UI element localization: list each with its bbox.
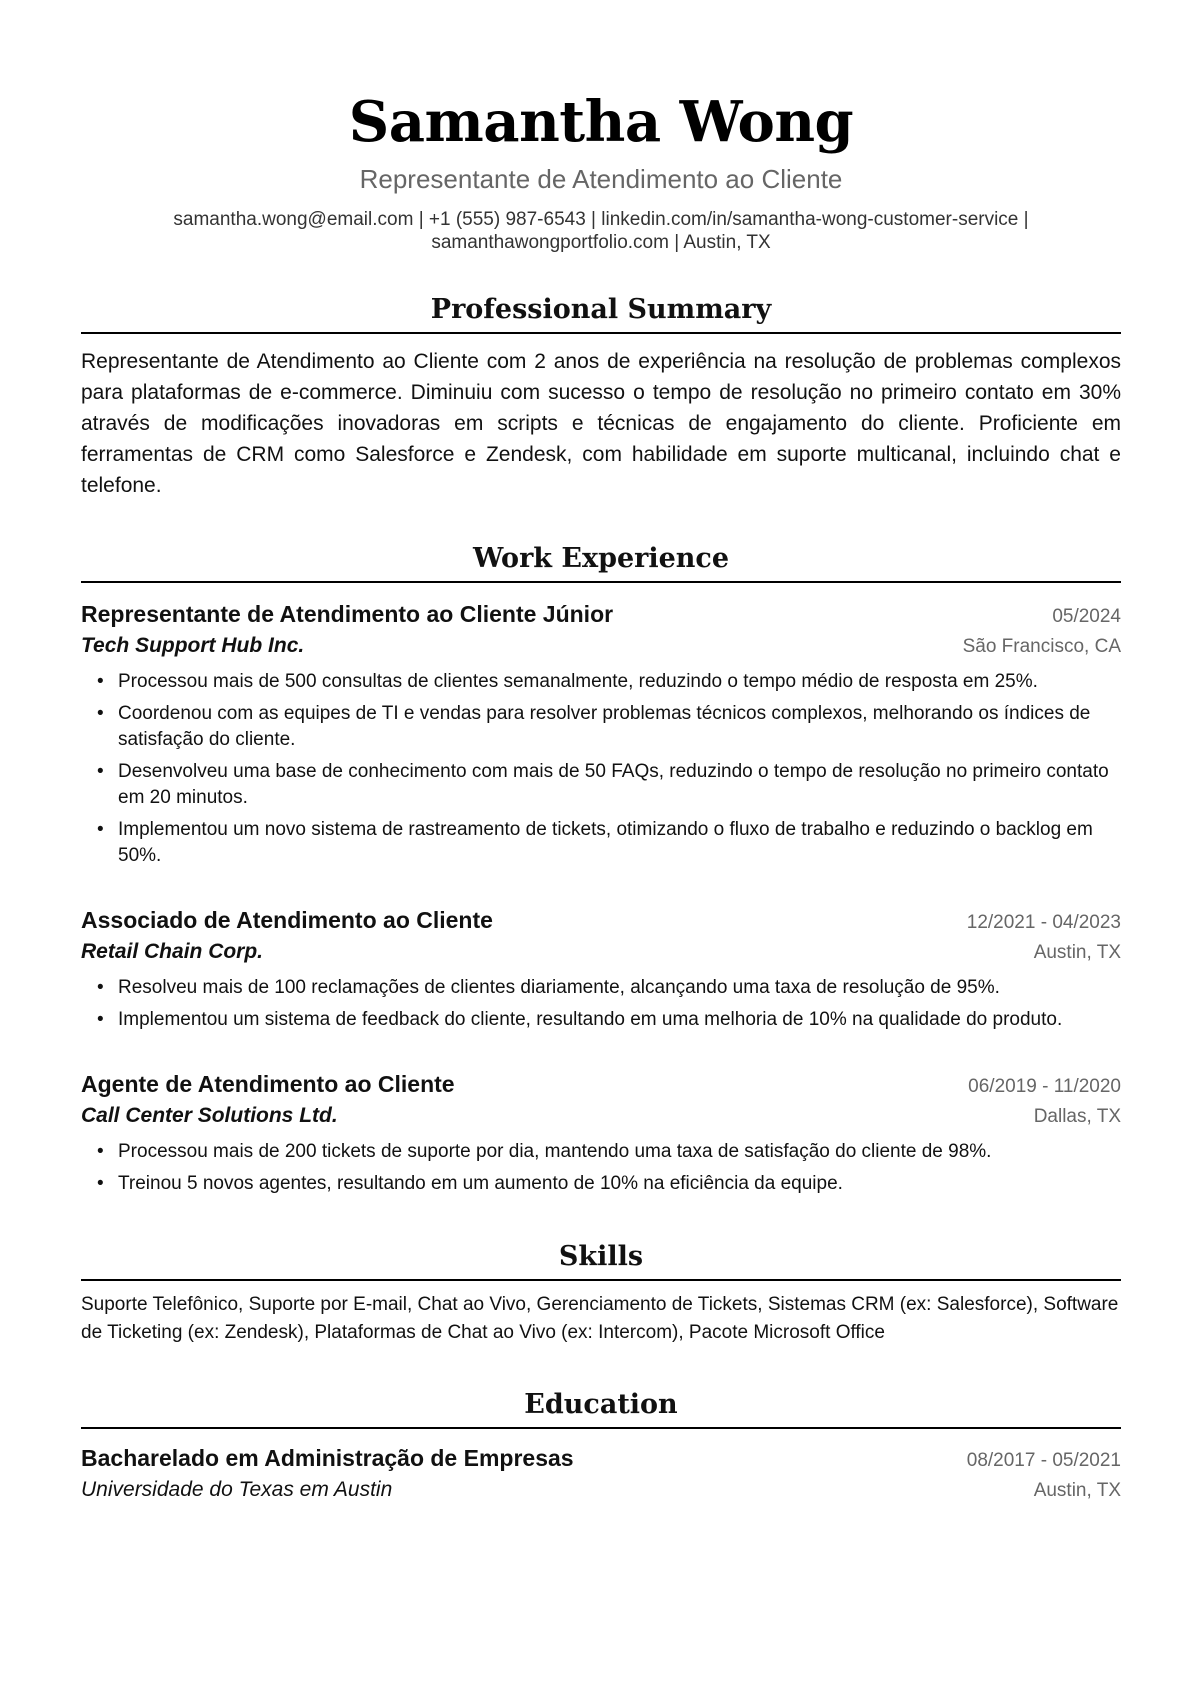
job-company: Retail Chain Corp. <box>81 940 264 963</box>
job-bullets <box>81 1139 1121 1197</box>
education-section <box>81 1387 1121 1505</box>
degree-title: Bacharelado em Administração de Empresas <box>81 1445 574 1471</box>
bullet-item: • Coordenou com as equipes de TI e vendas para resolver problemas técnicos complexos, melhorando os índices de satisfação do cliente. <box>118 701 1121 753</box>
job-bullets <box>81 669 1121 869</box>
bullet-item: • Treinou 5 novos agentes, resultando em um aumento de 10% na eficiência da equipe. <box>118 1171 1121 1197</box>
contact-line-1: samantha.wong@email.com | +1 (555) 987-6543 | linkedin.com/in/samantha-wong-customer-service | <box>173 209 1029 230</box>
job-date: 05/2024 <box>1052 606 1121 627</box>
education-date: 08/2017 - 05/2021 <box>966 1450 1121 1471</box>
school-name: Universidade do Texas em Austin <box>81 1478 393 1501</box>
resume-page <box>81 0 1121 1505</box>
skills-section <box>81 1239 1121 1347</box>
job-date: 12/2021 - 04/2023 <box>966 912 1121 933</box>
job-date: 06/2019 - 11/2020 <box>968 1076 1121 1097</box>
education-entry <box>81 1443 1121 1505</box>
bullet-item: • Implementou um sistema de feedback do cliente, resultando em uma melhoria de 10% na qualidade do produto. <box>118 1007 1121 1033</box>
job-location: São Francisco, CA <box>962 636 1121 657</box>
candidate-name: Samantha Wong <box>348 89 854 155</box>
job-title: Representante de Atendimento ao Cliente Júnior <box>81 601 614 627</box>
job-location: Austin, TX <box>1033 942 1121 963</box>
job-company: Tech Support Hub Inc. <box>81 634 305 657</box>
summary-section <box>81 292 1121 501</box>
bullet-item: • Desenvolveu uma base de conhecimento com mais de 50 FAQs, reduzindo o tempo de resolução no primeiro contato em 20 minutos. <box>118 759 1121 811</box>
experience-heading: Work Experience <box>81 541 1121 583</box>
skills-heading: Skills <box>81 1239 1121 1281</box>
job-entry <box>81 599 1121 869</box>
bullet-item: • Implementou um novo sistema de rastreamento de tickets, otimizando o fluxo de trabalho e reduzindo o backlog em 50%. <box>118 817 1121 869</box>
education-heading: Education <box>81 1387 1121 1429</box>
skills-text: Suporte Telefônico, Suporte por E-mail, Chat ao Vivo, Gerenciamento de Tickets, Sistemas CRM (ex: Salesforce), Software de Ticketing (ex: Zendesk), Plataformas de Chat ao Vivo (ex: Intercom), Pacote Microsoft Office <box>81 1294 1119 1343</box>
candidate-title: Representante de Atendimento ao Cliente <box>359 164 843 194</box>
contact-line-2: samanthawongportfolio.com | Austin, TX <box>431 232 771 253</box>
job-location: Dallas, TX <box>1033 1106 1121 1127</box>
contact-info <box>81 208 1121 254</box>
bullet-item: • Processou mais de 500 consultas de clientes semanalmente, reduzindo o tempo médio de resposta em 25%. <box>118 669 1121 695</box>
education-location: Austin, TX <box>1033 1480 1121 1501</box>
experience-section <box>81 541 1121 1197</box>
job-title: Associado de Atendimento ao Cliente <box>81 907 493 933</box>
bullet-item: • Resolveu mais de 100 reclamações de clientes diariamente, alcançando uma taxa de resolução de 95%. <box>118 975 1121 1001</box>
bullet-item: • Processou mais de 200 tickets de suporte por dia, mantendo uma taxa de satisfação do cliente de 98%. <box>118 1139 1121 1165</box>
job-entry <box>81 1069 1121 1197</box>
summary-text: Representante de Atendimento ao Cliente com 2 anos de experiência na resolução de problemas complexos para plataformas de e-commerce. Diminuiu com sucesso o tempo de resolução no primeiro contato em 30% através de modificações inovadoras em scripts e técnicas de engajamento do cliente. Proficiente em ferramentas de CRM como Salesforce e Zendesk, com habilidade em suporte multicanal, incluindo chat e telefone. <box>81 350 1121 497</box>
job-entry <box>81 905 1121 1033</box>
resume-header <box>81 0 1121 254</box>
job-company: Call Center Solutions Ltd. <box>81 1104 338 1127</box>
job-title: Agente de Atendimento ao Cliente <box>81 1071 455 1097</box>
job-bullets <box>81 975 1121 1033</box>
summary-heading: Professional Summary <box>81 292 1121 334</box>
